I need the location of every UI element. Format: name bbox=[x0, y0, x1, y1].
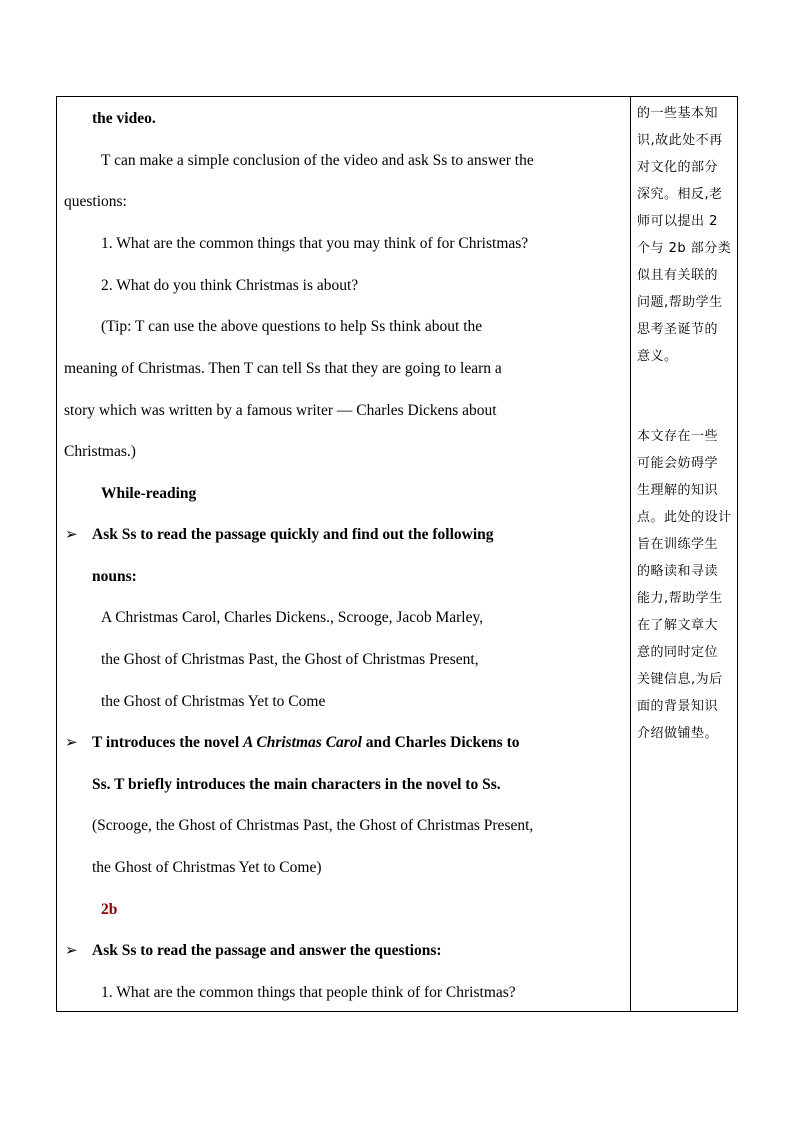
task-instruction bbox=[92, 733, 520, 753]
noun-list: A Christmas Carol, Charles Dickens., Scrooge, Jacob Marley, bbox=[101, 609, 484, 626]
note-line: 意义。 bbox=[637, 349, 678, 364]
task-instruction: nouns: bbox=[92, 568, 137, 585]
note-line: 介绍做铺垫。 bbox=[637, 726, 719, 741]
text-line: questions: bbox=[64, 193, 127, 210]
noun-list: the Ghost of Christmas Past, the Ghost of Christmas Present, bbox=[101, 651, 479, 668]
text-run: and Charles Dickens to bbox=[361, 734, 520, 751]
text-run: T introduces the novel bbox=[92, 734, 243, 751]
note-line: 个与 2b 部分类 bbox=[637, 241, 732, 256]
character-list: the Ghost of Christmas Yet to Come) bbox=[92, 859, 322, 876]
question-item: 2. What do you think Christmas is about? bbox=[101, 277, 359, 294]
note-line: 关键信息,为后 bbox=[637, 672, 723, 687]
note-line: 似且有关联的 bbox=[637, 268, 719, 283]
task-instruction: Ask Ss to read the passage quickly and find out the following bbox=[92, 526, 494, 543]
section-heading-2b: 2b bbox=[101, 901, 118, 918]
note-line: 生理解的知识 bbox=[637, 483, 719, 498]
text-line: T can make a simple conclusion of the video and ask Ss to answer the bbox=[101, 152, 534, 169]
task-instruction: Ask Ss to read the passage and answer the questions: bbox=[92, 942, 442, 959]
note-line: 思考圣诞节的 bbox=[637, 322, 719, 337]
character-list: (Scrooge, the Ghost of Christmas Past, the Ghost of Christmas Present, bbox=[92, 817, 534, 834]
bullet-arrow-icon: ➢ bbox=[65, 941, 78, 959]
tip-text: (Tip: T can use the above questions to help Ss think about the bbox=[101, 318, 483, 335]
text-line: the video. bbox=[92, 110, 156, 127]
teaching-procedure-cell bbox=[57, 97, 630, 1011]
tip-text: meaning of Christmas. Then T can tell Ss that they are going to learn a bbox=[64, 360, 502, 377]
bullet-arrow-icon: ➢ bbox=[65, 525, 78, 543]
note-line: 可能会妨碍学 bbox=[637, 456, 719, 471]
note-line: 的一些基本知 bbox=[637, 106, 719, 121]
question-item: 1. What are the common things that people think of for Christmas? bbox=[101, 984, 516, 1001]
bullet-arrow-icon: ➢ bbox=[65, 733, 78, 751]
noun-list: the Ghost of Christmas Yet to Come bbox=[101, 693, 326, 710]
tip-text: story which was written by a famous writer — Charles Dickens about bbox=[64, 402, 497, 419]
lesson-plan-table bbox=[56, 96, 738, 1012]
note-line: 旨在训练学生 bbox=[637, 537, 719, 552]
design-intent-cell bbox=[631, 97, 737, 1011]
tip-text: Christmas.) bbox=[64, 443, 136, 460]
task-instruction: Ss. T briefly introduces the main characters in the novel to Ss. bbox=[92, 776, 501, 793]
note-line: 深究。相反,老 bbox=[637, 187, 723, 202]
section-heading-while-reading: While-reading bbox=[101, 485, 197, 502]
note-line: 点。此处的设计 bbox=[637, 510, 732, 525]
note-line: 问题,帮助学生 bbox=[637, 295, 723, 310]
note-line: 对文化的部分 bbox=[637, 160, 719, 175]
note-line: 师可以提出 2 bbox=[637, 214, 718, 229]
note-line: 的略读和寻读 bbox=[637, 564, 719, 579]
note-line: 本文存在一些 bbox=[637, 429, 719, 444]
note-line: 识,故此处不再 bbox=[637, 133, 723, 148]
novel-title: A Christmas Carol bbox=[243, 734, 362, 751]
note-line: 在了解文章大 bbox=[637, 618, 719, 633]
note-line: 能力,帮助学生 bbox=[637, 591, 723, 606]
note-line: 面的背景知识 bbox=[637, 699, 719, 714]
note-line: 意的同时定位 bbox=[637, 645, 719, 660]
question-item: 1. What are the common things that you may think of for Christmas? bbox=[101, 235, 529, 252]
